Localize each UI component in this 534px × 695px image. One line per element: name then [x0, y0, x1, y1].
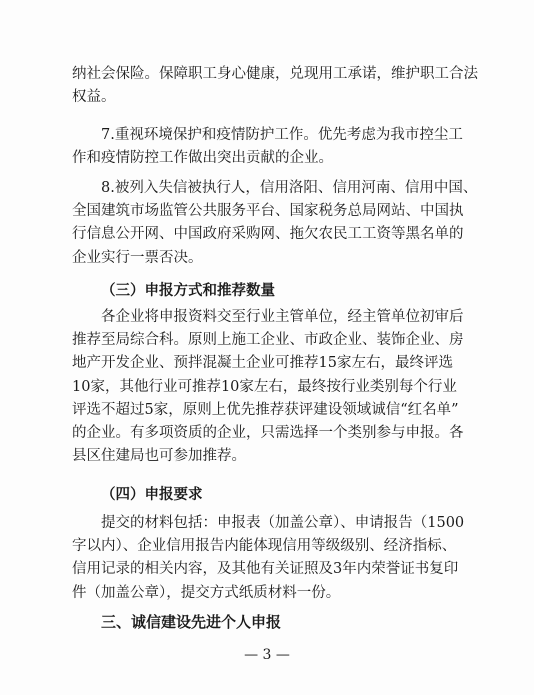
text-line: 企业实行一票否决。 [72, 249, 203, 266]
text-line: 全国建筑市场监管公共服务平台、国家税务总局网站、中国执 [72, 203, 464, 220]
text-line: 行信息公开网、中国政府采购网、拖欠农民工工资等黑名单的 [72, 226, 464, 243]
text-line: 字以内）、企业信用报告内能体现信用等级级别、经济指标、 [72, 538, 457, 555]
section-heading-text: 三、诚信建设先进个人申报 [101, 613, 282, 631]
paragraph-application-requirements [72, 512, 472, 605]
subheading-text: （三）申报方式和推荐数量 [101, 283, 275, 299]
text-line: 件（加盖公章），提交方式纸质材料一份。 [72, 584, 341, 601]
text-line: 的企业。有多项资质的企业，只需选择一个类别参与申报。各 [72, 424, 464, 441]
text-line: 作和疫情防控工作做出突出贡献的企业。 [72, 150, 333, 167]
text-line: 信用记录的相关内容，及其他有关证照及3年内荣誉证书复印 [72, 561, 459, 578]
text-line: 纳社会保险。保障职工身心健康，兑现用工承诺，维护职工合法 [72, 66, 478, 82]
text-line: 10家，其他行业可推荐10家左右，最终按行业类别每个行业 [72, 378, 457, 395]
text-line: 县区住建局也可参加推荐。 [72, 448, 246, 465]
text-line: 推荐至局综合科。原则上施工企业、市政企业、装饰企业、房 [72, 332, 464, 349]
subheading-application-requirements [72, 484, 472, 507]
paragraph-item-7 [72, 124, 472, 170]
text-line: 权益。 [72, 89, 116, 106]
text-line: 8.被列入失信被执行人，信用洛阳、信用河南、信用中国、 [101, 180, 478, 196]
text-line: 评选不超过5家，原则上优先推荐获评建设领域诚信“红名单” [72, 401, 459, 418]
page-number: — 3 — [244, 647, 290, 663]
section-heading-three [72, 611, 472, 634]
subheading-application-method [72, 280, 472, 303]
text-line: 地产开发企业、预拌混凝土企业可推荐15家左右，最终评选 [72, 355, 453, 372]
paragraph-application-method [72, 306, 472, 468]
text-line: 7.重视环境保护和疫情防护工作。优先考虑为我市控尘工 [101, 127, 463, 143]
paragraph-social-insurance-continued [72, 63, 478, 109]
text-line: 提交的材料包括：申报表（加盖公章）、申请报告（1500 [101, 515, 465, 531]
paragraph-item-8 [72, 177, 478, 270]
text-line: 各企业将申报资料交至行业主管单位，经主管单位初审后 [101, 309, 464, 325]
subheading-text: （四）申报要求 [101, 487, 203, 503]
